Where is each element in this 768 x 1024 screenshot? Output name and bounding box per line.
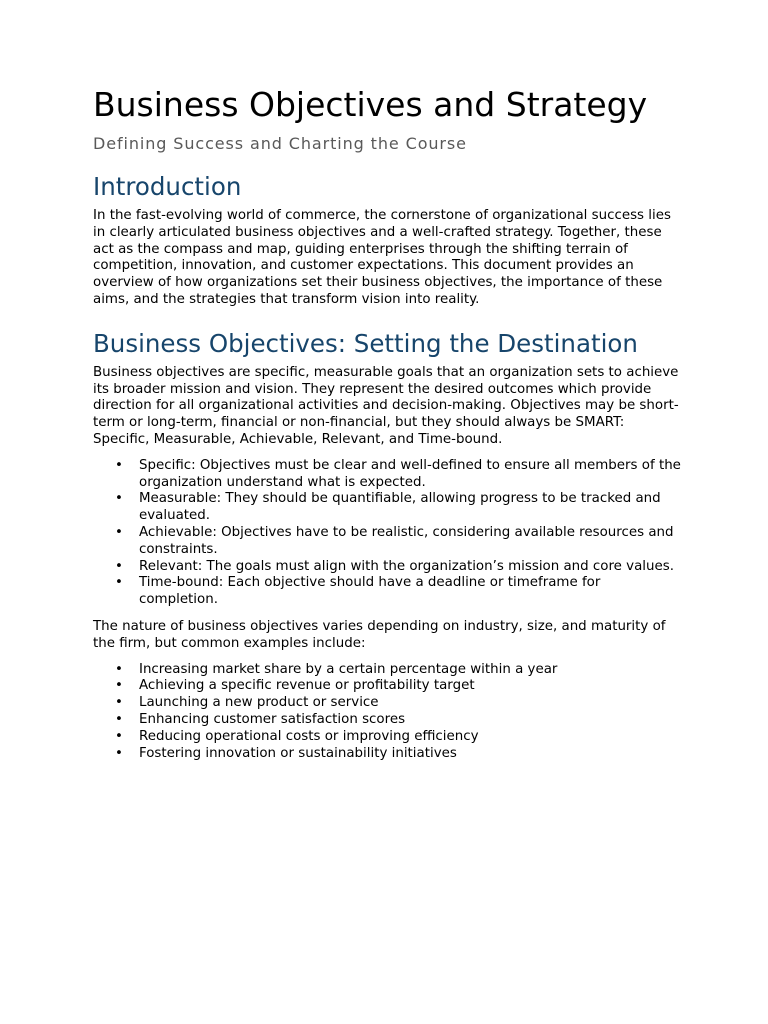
list-item-text: Enhancing customer satisfaction scores [139,711,406,727]
document-title: Business Objectives and Strategy [93,85,648,124]
list-item-text: Specific: Objectives must be clear and well-defined to ensure all members of the organization understand what is expected. [139,457,681,490]
document-page [93,86,683,762]
bullet-icon: • [115,678,123,694]
list-item [93,662,683,679]
bullet-icon: • [115,661,123,677]
examples-list [93,662,683,763]
bullet-icon: • [115,695,123,711]
list-item [93,575,683,609]
list-item-text: Measurable: They should be quantifiable, allowing progress to be tracked and evaluated. [139,491,661,524]
heading-introduction: Introduction [93,172,242,201]
bullet-icon: • [115,558,123,574]
list-item [93,678,683,695]
list-item [93,525,683,559]
list-item [93,458,683,492]
list-item-text: Achievable: Objectives have to be realistic, considering available resources and constraints. [139,524,674,557]
bullet-icon: • [115,728,123,744]
bullet-icon: • [115,575,123,591]
list-item [93,746,683,763]
list-item-text: Increasing market share by a certain percentage within a year [139,661,558,677]
objectives-paragraph: Business objectives are specific, measurable goals that an organization sets to achieve its broader mission and vision. They represent the desired outcomes which provide direction for all organizational activities and decision-making. Objectives may be short-term or long-term, financial or non-financial, but they should always be SMART: Specific, Measurable, Achievable, Relevant, and Time-bound. [93,364,679,447]
examples-intro-paragraph: The nature of business objectives varies depending on industry, size, and maturity of the firm, but common examples include: [93,618,666,651]
smart-criteria-list [93,458,683,609]
list-item-text: Launching a new product or service [139,695,379,711]
bullet-icon: • [115,491,123,507]
bullet-icon: • [115,524,123,540]
bullet-icon: • [115,457,123,473]
bullet-icon: • [115,711,123,727]
list-item [93,559,683,576]
bullet-icon: • [115,745,123,761]
list-item-text: Relevant: The goals must align with the organization’s mission and core values. [139,558,674,574]
list-item-text: Time-bound: Each objective should have a deadline or timeframe for completion. [139,575,601,608]
list-item-text: Achieving a specific revenue or profitability target [139,678,475,694]
heading-business-objectives: Business Objectives: Setting the Destination [93,328,638,358]
list-item [93,712,683,729]
document-subtitle: Defining Success and Charting the Course [93,134,467,153]
list-item [93,729,683,746]
list-item [93,695,683,712]
introduction-paragraph: In the fast-evolving world of commerce, the cornerstone of organizational success lies in clearly articulated business objectives and a well-crafted strategy. Together, these act as the compass and map, guiding enterprises through the shifting terrain of competition, innovation, and customer expectations. This document provides an overview of how organizations set their business objectives, the importance of these aims, and the strategies that transform vision into reality. [93,208,671,307]
list-item-text: Fostering innovation or sustainability initiatives [139,745,457,761]
list-item [93,491,683,525]
list-item-text: Reducing operational costs or improving efficiency [139,728,479,744]
